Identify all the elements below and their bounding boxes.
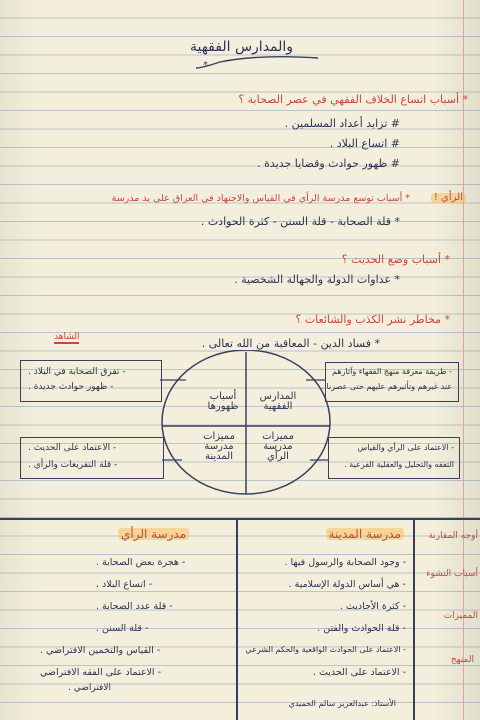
section1-item: # تزايد أعداد المسلمين .: [284, 117, 400, 130]
rai-cell: - قلة السنن .: [96, 623, 149, 634]
box-text: - طريقة معرفة منهج الفقهاء وآثارهم: [332, 367, 452, 376]
highlight-tag: الشاهد: [54, 332, 80, 342]
rai-cell: - الاعتماد على الفقه الافتراضي: [40, 667, 162, 678]
section3-heading: * أسباب وضع الحديث ؟: [341, 253, 450, 266]
section1-heading: * أسباب اتساع الخلاف الفقهي في عصر الصحابة ؟: [238, 93, 468, 106]
table-footnote: الأستاذ: عبدالعزيز سالم الحميدي: [288, 699, 396, 708]
header-rai: مدرسة الرأي: [118, 528, 189, 540]
row-label: أسباب النشوء: [426, 569, 478, 579]
box-text: - الاعتماد على الرأي والقياس: [357, 443, 454, 452]
row-label: المميزات: [443, 611, 478, 621]
table-divider: [236, 518, 238, 720]
section1-item: # اتساع البلاد .: [329, 137, 400, 150]
table-top-line: [0, 518, 480, 520]
section1-item: # ظهور حوادث وقضايا جديدة .: [257, 157, 400, 170]
section4-item: * فساد الدين - المعاقبة من الله تعالى .: [201, 337, 380, 350]
row-label: المنهج: [450, 655, 474, 665]
box-text: - تفرق الصحابة في البلاد .: [28, 367, 126, 377]
circle-rai: مميزات مدرسة الرأي: [262, 431, 294, 462]
circle-schools: المدارس الفقهية: [259, 391, 297, 412]
madina-cell: - كثرة الأحاديث .: [339, 601, 406, 612]
diagram-lines: [0, 350, 480, 500]
rai-cell: - هجرة بعض الصحابة .: [96, 557, 186, 568]
box-text: عند غيرهم وتأثيرهم عليهم حتى عصرنا .: [321, 382, 452, 391]
table-divider: [413, 518, 415, 720]
section3-item: * عداوات الدولة والجهالة الشخصية .: [234, 273, 400, 286]
rai-cell: الافتراضي .: [68, 683, 111, 693]
circle-causes: أسباب ظهورها: [207, 391, 239, 412]
box-text: - الاعتماد على الحديث .: [28, 443, 117, 453]
rai-cell: - قلة عدد الصحابة .: [96, 601, 173, 612]
circle-madina: مميزات مدرسة المدينة: [203, 431, 235, 462]
section2-heading: * أسباب توسع مدرسة الرأي في القياس والاجتهاد في العراق على يد مدرسة: [111, 193, 410, 204]
title-underline: [190, 54, 320, 72]
section2-item: * قلة الصحابة - قلة السنن - كثرة الحوادث .: [200, 215, 400, 228]
rai-cell: - القياس والتخمين الافتراضي .: [40, 645, 161, 656]
madina-cell: - الاعتماد على الحوادث الواقعية والحكم الشرعي: [245, 645, 406, 654]
box-text: - ظهور حوادث جديدة .: [28, 382, 114, 392]
madina-cell: - قلة الحوادث والفتن .: [317, 623, 406, 634]
madina-cell: - هي أساس الدولة الإسلامية .: [288, 579, 406, 590]
madina-cell: - وجود الصحابة والرسول فيها .: [284, 557, 406, 568]
box-text: التفقه والتحليل والعقلية الفرعية .: [344, 460, 454, 469]
page-title: والمدارس الفقهية: [190, 39, 294, 55]
rai-cell: - اتساع البلاد .: [96, 579, 153, 590]
box-text: - قلة التفريعات والرأي .: [28, 460, 118, 470]
madina-cell: - الاعتماد على الحديث .: [312, 667, 406, 678]
title-star: *: [203, 60, 208, 71]
header-madina: مدرسة المدينة: [326, 528, 404, 540]
header-aspects: أوجه المقارنة: [428, 531, 478, 541]
section4-heading: * مخاطر نشر الكذب والشائعات ؟: [295, 313, 450, 326]
section2-heading-tail: الرأي !: [431, 193, 466, 203]
